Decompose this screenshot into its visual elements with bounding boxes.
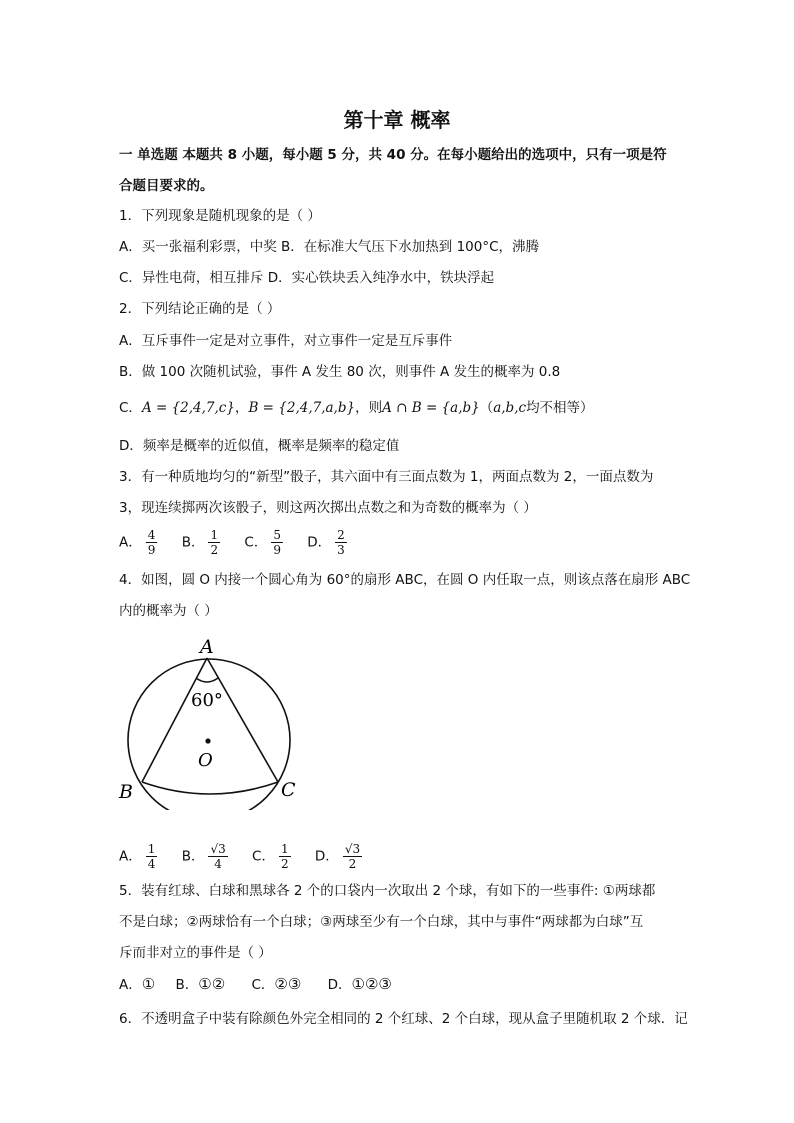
fraction: [208, 842, 227, 871]
denominator: 2: [280, 857, 289, 871]
fraction: [271, 528, 283, 557]
option-value: ①: [141, 975, 156, 993]
q4-stem-line1: 4．如图，圆 O 内接一个圆心角为 60°的扇形 ABC，在圆 O 内任取一点，则该点落在扇形 ABC: [119, 572, 691, 588]
fraction: [208, 528, 220, 557]
denominator: 9: [273, 543, 281, 557]
q2-c-paren: （: [479, 400, 494, 416]
q2-c-set-a: A = {2,4,7,c}: [141, 400, 235, 416]
q5-stem-line2: 不是白球；②两球恰有一个白球；③两球至少有一个白球，其中与事件“两球都为白球”互: [119, 914, 644, 930]
sector-edge-ac: [207, 658, 278, 782]
q3-option-a: [119, 528, 163, 557]
option-label: A．: [119, 534, 142, 551]
numerator: √3: [210, 842, 226, 856]
label-a: A: [200, 636, 214, 658]
angle-label: 60°: [191, 690, 223, 711]
q2-option-c: [119, 398, 594, 418]
option-label: C．: [251, 977, 275, 993]
q4-figure-circle-sector: [112, 630, 302, 810]
label-b: B: [119, 781, 133, 803]
q1-stem: 1．下列现象是随机现象的是（ ）: [119, 208, 321, 224]
q2-option-a: A．互斥事件一定是对立事件，对立事件一定是互斥事件: [119, 333, 453, 349]
q6-stem-line1: 6．不透明盒子中装有除颜色外完全相同的 2 个红球、2 个白球，现从盒子里随机取 2 个球．记: [119, 1011, 688, 1027]
numerator: 4: [147, 528, 156, 542]
fraction: [343, 842, 362, 871]
q2-option-d: D．频率是概率的近似值，概率是频率的稳定值: [119, 438, 400, 454]
numerator: 5: [273, 528, 281, 542]
page-title: 第十章 概率: [343, 108, 451, 132]
q2-c-prefix: C．: [119, 400, 142, 416]
q5-option-a: [119, 974, 155, 995]
denominator: 2: [210, 543, 219, 557]
option-value: ①②: [198, 975, 226, 993]
section-instructions-line1: 一 单选题 本题共 8 小题，每小题 5 分，共 40 分。在每小题给出的选项中，只有一项是符: [119, 147, 667, 163]
q2-c-sep: ，: [234, 400, 249, 416]
q2-option-b: B．做 100 次随机试验，事件 A 发生 80 次，则事件 A 发生的概率为 0.8: [119, 364, 561, 380]
q3-option-d: [307, 528, 353, 557]
q4-option-b: [182, 842, 234, 871]
option-label: A．: [119, 848, 142, 865]
label-c: C: [281, 779, 296, 801]
denominator: 4: [214, 857, 222, 871]
q5-option-b: [176, 974, 226, 995]
denominator: 9: [147, 543, 156, 557]
q2-c-intersection: A ∩ B = {a,b}: [382, 400, 480, 416]
q5-option-d: [328, 974, 392, 995]
angle-mark: [196, 678, 218, 682]
label-o: O: [198, 750, 213, 771]
q4-stem-line2: 内的概率为（ ）: [119, 603, 218, 619]
section-instructions-line2: 合题目要求的。: [119, 178, 214, 194]
q2-c-set-b: B = {2,4,7,a,b}: [248, 400, 356, 416]
q3-options: [119, 528, 367, 557]
q2-c-end: 均不相等）: [526, 400, 594, 416]
q4-options: [119, 842, 382, 871]
fraction: [146, 842, 158, 871]
option-label: C．: [252, 848, 275, 865]
option-label: B．: [175, 977, 199, 993]
fraction: [279, 842, 291, 871]
numerator: 2: [337, 528, 345, 542]
q5-stem-line1: 5．装有红球、白球和黑球各 2 个的口袋内一次取出 2 个球，有如下的一些事件: ①两球都: [119, 883, 656, 899]
option-label: A．: [119, 977, 142, 993]
sector-arc-bc: [142, 782, 278, 794]
q2-stem: 2．下列结论正确的是（ ）: [119, 301, 281, 317]
q3-stem-line2: 3，现连续掷两次该骰子，则这两次掷出点数之和为奇数的概率为（ ）: [119, 500, 537, 516]
numerator: √3: [344, 842, 361, 856]
q3-option-b: [182, 528, 226, 557]
q4-option-c: [252, 842, 297, 871]
option-label: B．: [181, 848, 205, 865]
numerator: 1: [210, 528, 219, 542]
q2-c-vars: a,b,c: [493, 400, 527, 416]
q5-options: [119, 974, 406, 995]
numerator: 1: [280, 842, 289, 856]
option-label: D．: [307, 534, 332, 551]
denominator: 4: [147, 857, 156, 871]
q4-option-a: [119, 842, 163, 871]
option-label: D．: [327, 977, 352, 993]
option-label: B．: [181, 534, 205, 551]
q5-stem-line3: 斥而非对立的事件是（ ）: [119, 945, 272, 961]
q1-options-cd: C．异性电荷，相互排斥 D．实心铁块丢入纯净水中，铁块浮起: [119, 270, 495, 286]
denominator: 3: [337, 543, 345, 557]
option-value: ①②③: [351, 975, 392, 993]
q2-c-mid: ，则: [355, 400, 383, 416]
option-value: ②③: [274, 975, 302, 993]
q4-option-d: [315, 842, 368, 871]
option-label: C．: [244, 534, 268, 551]
q5-option-c: [251, 974, 301, 995]
center-point: [205, 738, 210, 743]
q3-stem-line1: 3．有一种质地均匀的“新型”骰子，其六面中有三面点数为 1，两面点数为 2，一面点数为: [119, 469, 654, 485]
denominator: 2: [348, 857, 357, 871]
fraction: [335, 528, 347, 557]
fraction: [146, 528, 158, 557]
option-label: D．: [314, 848, 339, 865]
q3-option-c: [244, 528, 289, 557]
q1-options-ab: A．买一张福利彩票，中奖 B．在标准大气压下水加热到 100°C，沸腾: [119, 239, 540, 255]
numerator: 1: [147, 842, 156, 856]
